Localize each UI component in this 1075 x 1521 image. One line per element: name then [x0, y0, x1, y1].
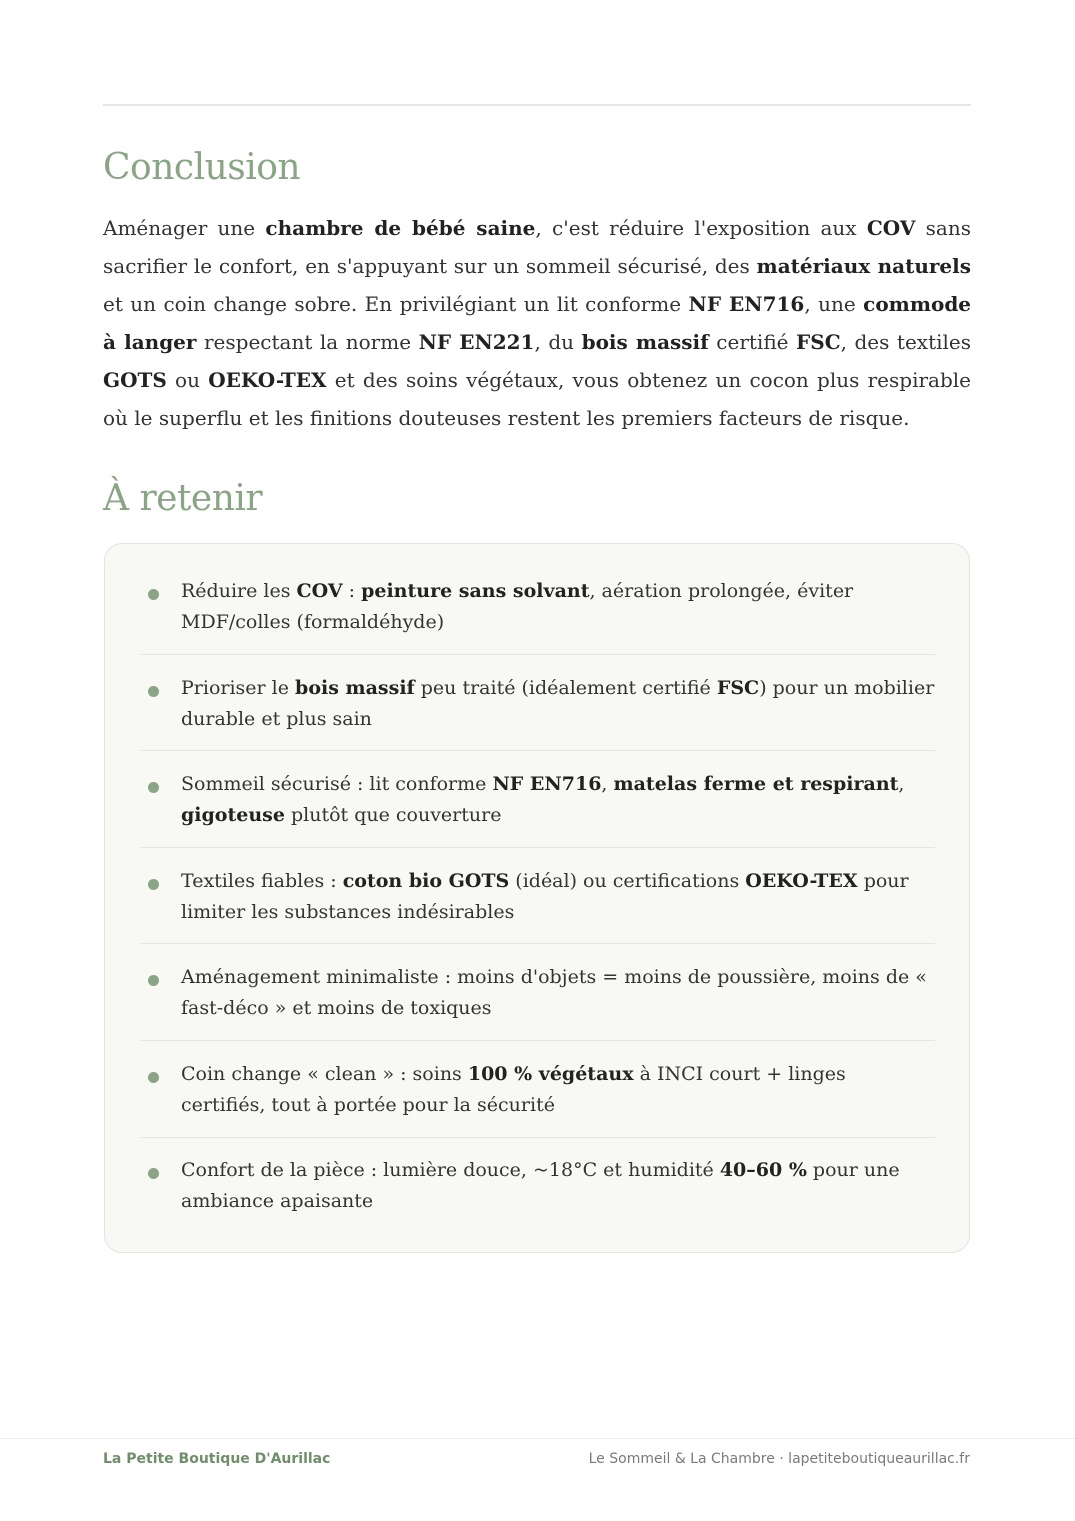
text-run: et des soins végétaux, vous obtenez un cocon plus respirable où le superflu et les finitions douteuses restent les premiers facteurs de risque.	[103, 368, 971, 430]
text-run: pour limiter les substances indésirables	[181, 870, 909, 923]
bold-term: NF EN716	[688, 292, 805, 316]
bold-term: NF EN716	[492, 773, 602, 795]
retenir-box	[104, 543, 970, 1253]
bold-term: NF EN221	[418, 330, 535, 354]
text-run: Aménager une	[103, 216, 266, 240]
list-item	[141, 866, 935, 928]
list-item-text	[181, 576, 935, 638]
bold-term: matériaux naturels	[756, 254, 971, 278]
list-separator	[141, 750, 935, 751]
conclusion-heading: Conclusion	[103, 147, 301, 188]
text-run: :	[342, 580, 362, 602]
text-run: sans sacrifier le confort, en s'appuyant sur un sommeil sécurisé, des	[103, 216, 971, 278]
list-item-text	[181, 866, 935, 928]
text-run: , une	[804, 292, 864, 316]
text-run: ou	[166, 368, 209, 392]
bold-term: OEKO-TEX	[208, 368, 327, 392]
list-separator	[141, 847, 935, 848]
bullet-dot-icon	[148, 975, 159, 986]
top-divider	[103, 104, 971, 106]
text-run: peu traité (idéalement certifié	[414, 677, 717, 699]
bold-term: chambre de bébé saine	[265, 216, 536, 240]
list-item	[141, 1155, 935, 1217]
text-run: et un coin change sobre. En privilégiant un lit conforme	[103, 292, 689, 316]
footer-divider	[0, 1438, 1075, 1439]
list-item-text	[181, 1155, 935, 1217]
bold-term: bois massif	[581, 330, 709, 354]
text-run: plutôt que couverture	[284, 804, 502, 826]
text-run: à INCI court + linges certifiés, tout à portée pour la sécurité	[181, 1063, 846, 1116]
conclusion-paragraph	[103, 209, 971, 437]
bold-term: GOTS	[103, 368, 167, 392]
bullet-dot-icon	[148, 686, 159, 697]
text-run: ) pour un mobilier durable et plus sain	[181, 677, 935, 730]
list-item-text	[181, 769, 935, 831]
bold-term: commode à langer	[103, 292, 972, 354]
list-item	[141, 962, 935, 1024]
list-item	[141, 1059, 935, 1121]
retenir-heading: À retenir	[103, 478, 263, 519]
text-run: pour une ambiance apaisante	[181, 1159, 900, 1212]
bold-term: gigoteuse	[181, 804, 285, 826]
bullet-dot-icon	[148, 782, 159, 793]
text-run: (idéal) ou certifications	[509, 870, 746, 892]
footer-info: Le Sommeil & La Chambre · lapetiteboutiqueaurillac.fr	[588, 1451, 970, 1467]
bullet-dot-icon	[148, 1168, 159, 1179]
list-item-text	[181, 673, 935, 735]
text-run: ,	[601, 773, 614, 795]
text-run: Aménagement minimaliste : moins d'objets = moins de poussière, moins de « fast-déco » et moins de toxiques	[181, 966, 927, 1019]
bullet-dot-icon	[148, 589, 159, 600]
text-run: Sommeil sécurisé : lit conforme	[181, 773, 493, 795]
bold-term: coton bio GOTS	[342, 870, 510, 892]
list-item	[141, 673, 935, 735]
text-run: respectant la norme	[196, 330, 419, 354]
bold-term: OEKO-TEX	[745, 870, 858, 892]
text-run: Coin change « clean » : soins	[181, 1063, 468, 1085]
text-run: , aération prolongée, éviter MDF/colles (formaldéhyde)	[181, 580, 854, 633]
list-item-text	[181, 1059, 935, 1121]
bold-term: COV	[296, 580, 343, 602]
bold-term: peinture sans solvant	[361, 580, 590, 602]
text-run: Confort de la pièce : lumière douce, ~18°C et humidité	[181, 1159, 720, 1181]
list-separator	[141, 1040, 935, 1041]
list-item	[141, 576, 935, 638]
text-run: ,	[898, 773, 905, 795]
footer-brand: La Petite Boutique D'Aurillac	[103, 1451, 331, 1467]
bold-term: 40–60 %	[719, 1159, 807, 1181]
list-item	[141, 769, 935, 831]
bullet-dot-icon	[148, 1072, 159, 1083]
bold-term: FSC	[796, 330, 841, 354]
text-run: , c'est réduire l'exposition aux	[535, 216, 867, 240]
text-run: Prioriser le	[181, 677, 296, 699]
text-run: Textiles fiables :	[181, 870, 343, 892]
bold-term: bois massif	[295, 677, 415, 699]
bold-term: FSC	[716, 677, 760, 699]
bold-term: matelas ferme et respirant	[613, 773, 899, 795]
text-run: , des textiles	[840, 330, 972, 354]
list-item-text	[181, 962, 935, 1024]
text-run: certifié	[708, 330, 797, 354]
list-separator	[141, 943, 935, 944]
text-run: Réduire les	[181, 580, 297, 602]
text-run: , du	[534, 330, 582, 354]
bullet-dot-icon	[148, 879, 159, 890]
bold-term: COV	[866, 216, 916, 240]
list-separator	[141, 654, 935, 655]
bold-term: 100 % végétaux	[467, 1063, 634, 1085]
list-separator	[141, 1137, 935, 1138]
